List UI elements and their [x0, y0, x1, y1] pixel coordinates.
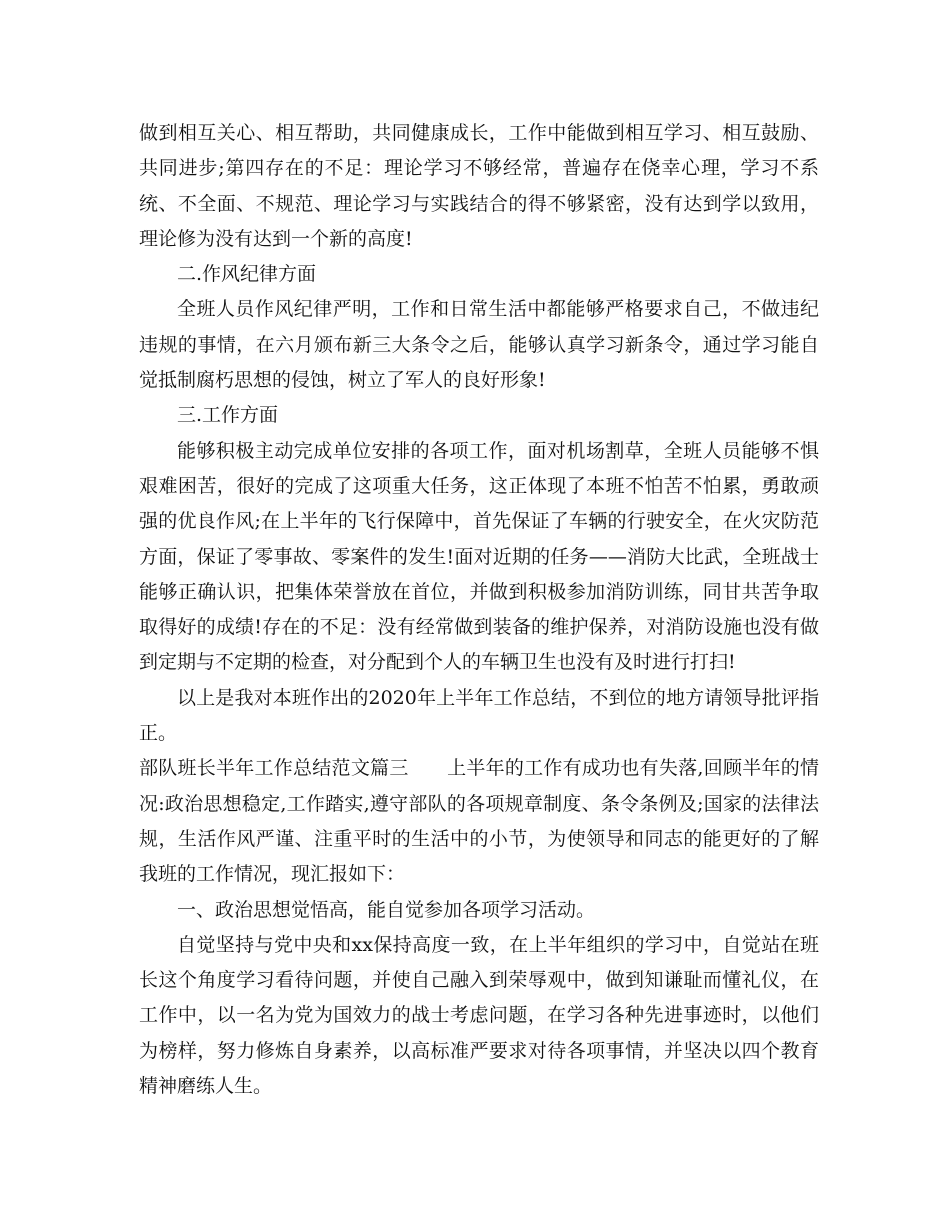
- paragraph-work: 能够积极主动完成单位安排的各项工作，面对机场割草，全班人员能够不惧艰难困苦，很好的完成了这项重大任务，这正体现了本班不怕苦不怕累，勇敢顽强的优良作风;在上半年的飞行保障中，首先保证了车辆的行驶安全，在火灾防范方面，保证了零事故、零案件的发生!面对近期的任务——消防大比武，全班战士能够正确认识，把集体荣誉放在首位，并做到积极参加消防训练，同甘共苦争取取得好的成绩!存在的不足：没有经常做到装备的维护保养，对消防设施也没有做到定期与不定期的检查，对分配到个人的车辆卫生也没有及时进行打扫!: [139, 439, 819, 674]
- section-heading-work: 三.工作方面: [177, 404, 279, 427]
- document-body: [139, 116, 819, 1104]
- paragraph-discipline: 全班人员作风纪律严明，工作和日常生活中都能够严格要求自己，不做违纪违规的事情，在六月颁布新三大条令之后，能够认真学习新条令，通过学习能自觉抵制腐朽思想的侵蚀，树立了军人的良好形象!: [139, 298, 819, 392]
- paragraph-continuation: 做到相互关心、相互帮助，共同健康成长，工作中能做到相互学习、相互鼓励、共同进步;第四存在的不足：理论学习不够经常，普遍存在侥幸心理，学习不系统、不全面、不规范、理论学习与实践结合的得不够紧密，没有达到学以致用，理论修为没有达到一个新的高度!: [139, 122, 819, 250]
- paragraph-conclusion: 以上是我对本班作出的2020年上半年工作总结，不到位的地方请领导批评指正。: [139, 686, 819, 745]
- section-heading-political: 一、政治思想觉悟高，能自觉参加各项学习活动。: [177, 898, 596, 921]
- paragraph-article-three-intro: 部队班长半年工作总结范文篇三 上半年的工作有成功也有失落,回顾半年的情况:政治思想稳定,工作踏实,遵守部队的各项规章制度、条令条例及;国家的法律法规，生活作风严谨、注重平时的生活中的小节，为使领导和同志的能更好的了解我班的工作情况，现汇报如下：: [139, 757, 819, 886]
- section-heading-discipline: 二.作风纪律方面: [177, 263, 317, 286]
- paragraph-political: 自觉坚持与党中央和xx保持高度一致，在上半年组织的学习中，自觉站在班长这个角度学习看待问题，并使自己融入到荣辱观中，做到知谦耻而懂礼仪，在工作中，以一名为党为国效力的战士考虑问题，在学习各种先进事迹时，以他们为榜样，努力修炼自身素养，以高标准严要求对待各项事情，并坚决以四个教育精神磨练人生。: [139, 933, 819, 1098]
